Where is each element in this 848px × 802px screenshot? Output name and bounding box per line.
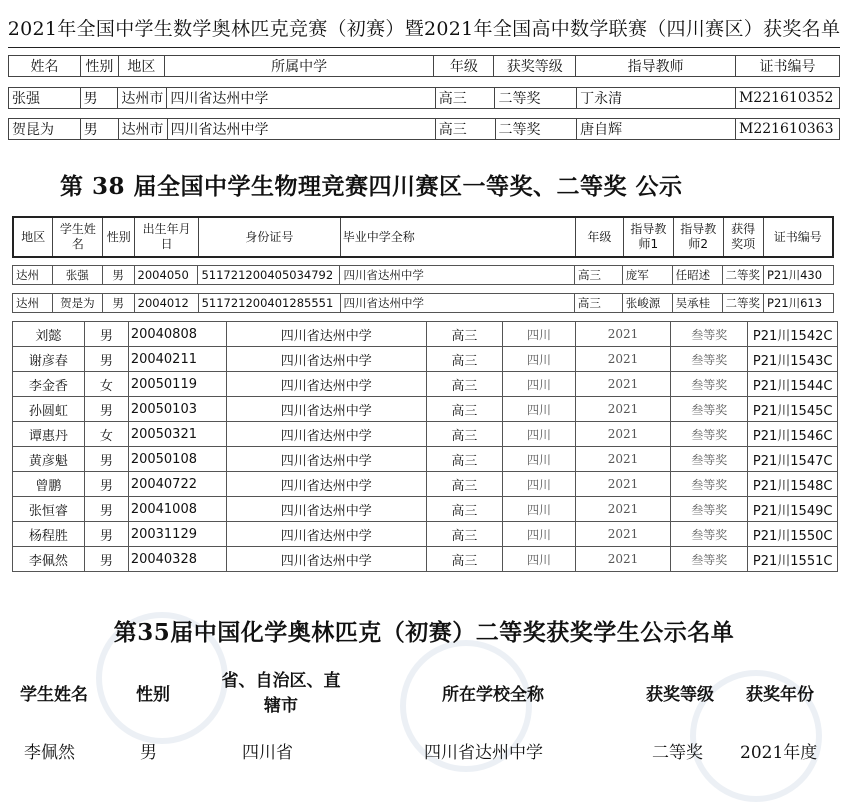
header-certificate: 证书编号 bbox=[763, 217, 833, 257]
cell-school: 四川省达州中学 bbox=[226, 447, 426, 472]
header-province bbox=[206, 666, 356, 716]
cell-school: 四川省达州中学 bbox=[167, 119, 435, 140]
header-grade: 年级 bbox=[575, 217, 623, 257]
cell-certificate: P21川1549C bbox=[748, 497, 838, 522]
cell-award: 二等奖 bbox=[495, 88, 577, 109]
table-row bbox=[13, 397, 838, 422]
table-row bbox=[13, 372, 838, 397]
cell-gender: 男 bbox=[84, 447, 128, 472]
cell-teacher2: 吴承桂 bbox=[672, 294, 722, 313]
header-award: 获得奖项 bbox=[723, 217, 763, 257]
cell-name: 李佩然 bbox=[13, 547, 85, 572]
cell-birthdate: 20040722 bbox=[128, 472, 226, 497]
cell-award: 叁等奖 bbox=[671, 422, 748, 447]
table-header-row bbox=[9, 56, 840, 77]
table-row bbox=[9, 88, 840, 109]
table-row bbox=[13, 266, 834, 285]
cell-birthdate: 20031129 bbox=[128, 522, 226, 547]
cell-award: 二等奖 bbox=[722, 266, 764, 285]
cell-certificate: M221610363 bbox=[735, 119, 839, 140]
header-school: 所属中学 bbox=[164, 56, 434, 77]
cell-name: 张强 bbox=[52, 266, 102, 285]
cell-province: 四川 bbox=[503, 322, 576, 347]
cell-province: 四川 bbox=[503, 472, 576, 497]
cell-name: 李金香 bbox=[13, 372, 85, 397]
math-award-title: 2021年全国中学生数学奥林匹克竞赛（初赛）暨2021年全国高中数学联赛（四川赛区）获奖名单 bbox=[7, 18, 841, 40]
header-award-level: 获奖等级 bbox=[494, 56, 576, 77]
cell-grade: 高三 bbox=[435, 88, 495, 109]
header-region: 地区 bbox=[118, 56, 164, 77]
cell-grade: 高三 bbox=[426, 497, 502, 522]
cell-grade: 高三 bbox=[426, 472, 502, 497]
cell-certificate: P21川1542C bbox=[748, 322, 838, 347]
cell-province: 四川 bbox=[503, 497, 576, 522]
cell-year: 2021 bbox=[575, 547, 670, 572]
cell-award: 叁等奖 bbox=[671, 472, 748, 497]
math-row-table bbox=[8, 87, 840, 109]
cell-region: 达州 bbox=[13, 266, 53, 285]
cell-birthdate: 2004012 bbox=[134, 294, 198, 313]
cell-birthdate: 20040211 bbox=[128, 347, 226, 372]
cell-province: 四川 bbox=[503, 397, 576, 422]
table-row bbox=[13, 422, 838, 447]
cell-birthdate: 20050108 bbox=[128, 447, 226, 472]
cell-province: 四川 bbox=[503, 522, 576, 547]
cell-school: 四川省达州中学 bbox=[226, 422, 426, 447]
cell-gender: 男 bbox=[140, 743, 157, 763]
cell-certificate: P21川1543C bbox=[748, 347, 838, 372]
cell-id-number: 511721200401285551 bbox=[198, 294, 340, 313]
cell-birthdate: 20040328 bbox=[128, 547, 226, 572]
cell-name: 谢彦春 bbox=[13, 347, 85, 372]
cell-certificate: P21川1548C bbox=[748, 472, 838, 497]
cell-name: 贺是为 bbox=[52, 294, 102, 313]
cell-name: 孙圆虹 bbox=[13, 397, 85, 422]
cell-year: 2021 bbox=[575, 322, 670, 347]
cell-grade: 高三 bbox=[426, 347, 502, 372]
cell-school: 四川省达州中学 bbox=[226, 347, 426, 372]
cell-award: 叁等奖 bbox=[671, 322, 748, 347]
cell-school: 四川省达州中学 bbox=[226, 547, 426, 572]
cell-name: 张强 bbox=[9, 88, 81, 109]
physics-header-table bbox=[12, 216, 834, 258]
cell-award: 二等奖 bbox=[722, 294, 764, 313]
cell-year: 2021 bbox=[575, 347, 670, 372]
cell-year: 2021 bbox=[575, 422, 670, 447]
cell-year: 2021 bbox=[575, 372, 670, 397]
cell-province: 四川 bbox=[503, 372, 576, 397]
cell-certificate: P21川1544C bbox=[748, 372, 838, 397]
cell-province: 四川 bbox=[503, 347, 576, 372]
physics-row-table bbox=[12, 293, 834, 313]
cell-province: 四川 bbox=[503, 422, 576, 447]
cell-province: 四川省 bbox=[242, 743, 293, 763]
table-row bbox=[13, 447, 838, 472]
header-teacher: 指导教师 bbox=[576, 56, 736, 77]
cell-certificate: P21川1545C bbox=[748, 397, 838, 422]
cell-gender: 男 bbox=[84, 522, 128, 547]
cell-award: 二等奖 bbox=[495, 119, 577, 140]
table-row bbox=[13, 472, 838, 497]
header-province-line1: 省、自治区、直 bbox=[221, 671, 341, 691]
table-header-row bbox=[13, 217, 833, 257]
cell-id-number: 511721200405034792 bbox=[198, 266, 340, 285]
cell-grade: 高三 bbox=[426, 422, 502, 447]
cell-gender: 男 bbox=[84, 497, 128, 522]
cell-teacher: 丁永清 bbox=[577, 88, 736, 109]
header-gender: 性别 bbox=[80, 56, 118, 77]
cell-gender: 男 bbox=[80, 119, 118, 140]
cell-school: 四川省达州中学 bbox=[226, 322, 426, 347]
header-gender: 性别 bbox=[103, 217, 135, 257]
cell-province: 四川 bbox=[503, 547, 576, 572]
header-award-year: 获奖年份 bbox=[746, 685, 814, 705]
table-row bbox=[13, 522, 838, 547]
cell-grade: 高三 bbox=[426, 447, 502, 472]
cell-gender: 男 bbox=[84, 472, 128, 497]
cell-school: 四川省达州中学 bbox=[167, 88, 435, 109]
cell-grade: 高三 bbox=[574, 266, 622, 285]
table-row bbox=[13, 322, 838, 347]
table-row bbox=[13, 547, 838, 572]
cell-certificate: P21川1550C bbox=[748, 522, 838, 547]
cell-school: 四川省达州中学 bbox=[226, 372, 426, 397]
cell-birthdate: 20050103 bbox=[128, 397, 226, 422]
cell-teacher: 唐自辉 bbox=[577, 119, 736, 140]
cell-grade: 高三 bbox=[574, 294, 622, 313]
header-birthdate: 出生年月日 bbox=[135, 217, 199, 257]
cell-school: 四川省达州中学 bbox=[340, 294, 574, 313]
cell-certificate: P21川1551C bbox=[748, 547, 838, 572]
cell-award: 叁等奖 bbox=[671, 497, 748, 522]
cell-certificate: P21川1546C bbox=[748, 422, 838, 447]
cell-gender: 男 bbox=[84, 547, 128, 572]
cell-certificate: P21川1547C bbox=[748, 447, 838, 472]
cell-school: 四川省达州中学 bbox=[226, 397, 426, 422]
cell-award-year: 2021年度 bbox=[740, 743, 818, 763]
header-certificate: 证书编号 bbox=[736, 56, 840, 77]
physics-award-title: 第 38 届全国中学生物理竞赛四川赛区一等奖、二等奖 公示 bbox=[60, 173, 683, 200]
cell-name: 曾鹏 bbox=[13, 472, 85, 497]
cell-school: 四川省达州中学 bbox=[340, 266, 575, 285]
math-header-table bbox=[8, 55, 840, 77]
table-row bbox=[13, 497, 838, 522]
header-school: 毕业中学全称 bbox=[340, 217, 575, 257]
cell-award: 叁等奖 bbox=[671, 547, 748, 572]
cell-certificate: P21川430 bbox=[764, 266, 834, 285]
cell-award-level: 二等奖 bbox=[652, 743, 703, 763]
cell-year: 2021 bbox=[575, 522, 670, 547]
cell-award: 叁等奖 bbox=[671, 522, 748, 547]
cell-award: 叁等奖 bbox=[671, 347, 748, 372]
cell-school: 四川省达州中学 bbox=[226, 472, 426, 497]
title-rule bbox=[8, 47, 840, 48]
header-school: 所在学校全称 bbox=[442, 685, 544, 705]
cell-school: 四川省达州中学 bbox=[424, 743, 543, 763]
cell-grade: 高三 bbox=[426, 522, 502, 547]
cell-birthdate: 20050321 bbox=[128, 422, 226, 447]
cell-name: 贺昆为 bbox=[9, 119, 81, 140]
cell-school: 四川省达州中学 bbox=[226, 497, 426, 522]
header-region: 地区 bbox=[13, 217, 53, 257]
cell-grade: 高三 bbox=[426, 372, 502, 397]
cell-name: 刘懿 bbox=[13, 322, 85, 347]
header-grade: 年级 bbox=[434, 56, 494, 77]
cell-name: 李佩然 bbox=[24, 743, 75, 763]
cell-grade: 高三 bbox=[426, 397, 502, 422]
cell-award: 叁等奖 bbox=[671, 397, 748, 422]
cell-grade: 高三 bbox=[426, 322, 502, 347]
cell-gender: 女 bbox=[84, 422, 128, 447]
chemistry-award-title: 第35届中国化学奥林匹克（初赛）二等奖获奖学生公示名单 bbox=[113, 619, 735, 646]
cell-region: 达州 bbox=[13, 294, 53, 313]
cell-region: 达州市 bbox=[118, 119, 167, 140]
cell-grade: 高三 bbox=[435, 119, 495, 140]
cell-certificate: M221610352 bbox=[735, 88, 839, 109]
cell-region: 达州市 bbox=[118, 88, 167, 109]
physics-list-table bbox=[12, 321, 838, 572]
cell-teacher1: 庞军 bbox=[622, 266, 672, 285]
physics-row-table bbox=[12, 265, 834, 285]
cell-birthdate: 20040808 bbox=[128, 322, 226, 347]
math-row-table bbox=[8, 118, 840, 140]
header-gender: 性别 bbox=[136, 685, 170, 705]
header-student-name: 学生姓名 bbox=[53, 217, 103, 257]
cell-teacher2: 任昭述 bbox=[672, 266, 722, 285]
header-id-number: 身份证号 bbox=[199, 217, 341, 257]
header-teacher1: 指导教师1 bbox=[623, 217, 673, 257]
table-row bbox=[9, 119, 840, 140]
cell-gender: 女 bbox=[84, 372, 128, 397]
cell-certificate: P21川613 bbox=[764, 294, 834, 313]
table-row bbox=[13, 347, 838, 372]
header-teacher2: 指导教师2 bbox=[673, 217, 723, 257]
cell-birthdate: 20041008 bbox=[128, 497, 226, 522]
cell-province: 四川 bbox=[503, 447, 576, 472]
cell-school: 四川省达州中学 bbox=[226, 522, 426, 547]
cell-award: 叁等奖 bbox=[671, 372, 748, 397]
cell-gender: 男 bbox=[80, 88, 118, 109]
physics-list-body bbox=[13, 322, 838, 572]
cell-name: 张恒睿 bbox=[13, 497, 85, 522]
table-row bbox=[13, 294, 834, 313]
cell-gender: 男 bbox=[102, 294, 134, 313]
cell-year: 2021 bbox=[575, 472, 670, 497]
header-award-level: 获奖等级 bbox=[646, 685, 714, 705]
cell-year: 2021 bbox=[575, 397, 670, 422]
cell-name: 杨程胜 bbox=[13, 522, 85, 547]
cell-teacher1: 张峻源 bbox=[622, 294, 672, 313]
cell-award: 叁等奖 bbox=[671, 447, 748, 472]
cell-gender: 男 bbox=[84, 397, 128, 422]
cell-gender: 男 bbox=[84, 322, 128, 347]
cell-gender: 男 bbox=[102, 266, 134, 285]
cell-year: 2021 bbox=[575, 497, 670, 522]
cell-name: 黄彦魁 bbox=[13, 447, 85, 472]
cell-year: 2021 bbox=[575, 447, 670, 472]
cell-birthdate: 2004050 bbox=[134, 266, 198, 285]
header-student-name: 学生姓名 bbox=[20, 685, 88, 705]
cell-grade: 高三 bbox=[426, 547, 502, 572]
cell-birthdate: 20050119 bbox=[128, 372, 226, 397]
header-province-line2: 辖市 bbox=[264, 696, 298, 716]
cell-name: 谭惠丹 bbox=[13, 422, 85, 447]
header-name: 姓名 bbox=[9, 56, 81, 77]
cell-gender: 男 bbox=[84, 347, 128, 372]
